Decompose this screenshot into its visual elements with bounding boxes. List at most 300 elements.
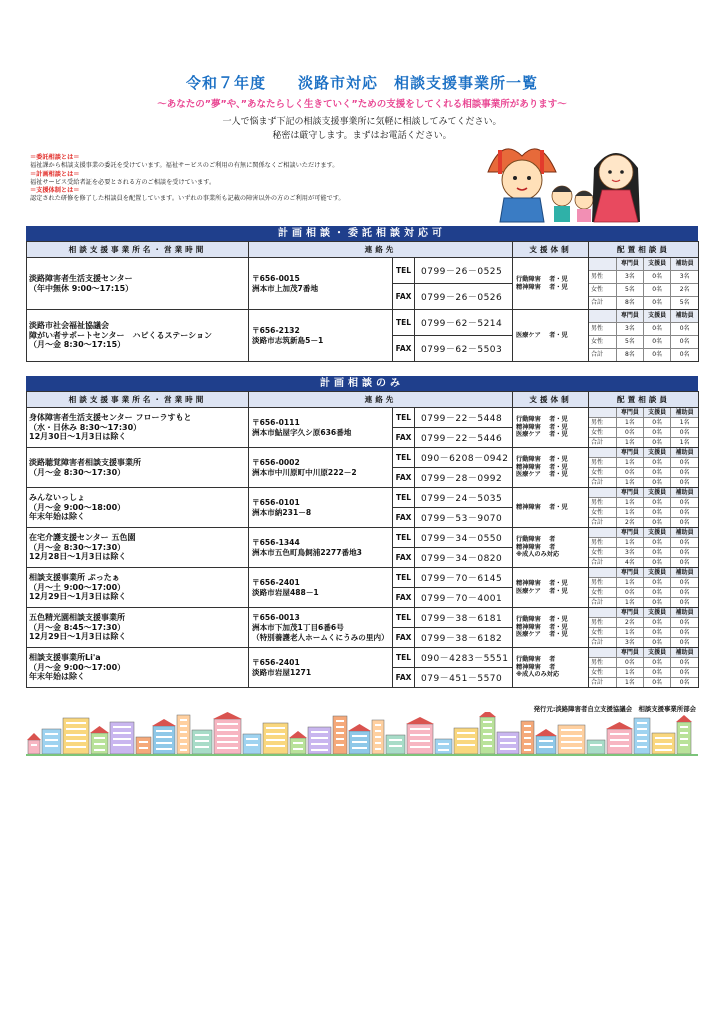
window-icon (156, 742, 172, 744)
staff-table (589, 258, 698, 309)
definition-text: 福祉課から相談支援事業の委託を受けています。福祉サービスのご利用の有無に関係なくご相談いただけます。 (30, 162, 339, 170)
table-row (27, 488, 699, 508)
staff-count: 0名 (616, 428, 643, 438)
window-icon (139, 741, 148, 743)
address-line: 洲本市鮎屋字久シ原636番地 (252, 427, 352, 437)
window-icon (561, 729, 582, 731)
staff-col-senmon: 専門員 (616, 310, 643, 323)
postal-code: 〒656-0013 (252, 612, 300, 622)
staff-row-total (589, 558, 698, 568)
staff-count: 0名 (644, 558, 671, 568)
staff-row-label: 男性 (589, 323, 616, 336)
building-icon (136, 737, 151, 754)
office-name-line: 12月28日～1月3日は除く (29, 552, 127, 562)
staff-count: 0名 (644, 478, 671, 488)
staff-row-label: 女性 (589, 548, 616, 558)
staff-count: 0名 (671, 468, 698, 478)
window-icon (500, 748, 516, 750)
window-icon (311, 731, 328, 733)
tel-label: TEL (393, 258, 415, 284)
staff-col-shien: 支援員 (644, 488, 671, 498)
window-icon (336, 744, 344, 746)
staff-count: 1名 (671, 438, 698, 448)
address-line: 洲本市納231－8 (252, 507, 312, 517)
building-icon (386, 735, 405, 754)
staff-cell (589, 448, 699, 488)
window-icon (195, 734, 209, 736)
tel-label: TEL (393, 488, 415, 508)
staff-corner (589, 568, 616, 578)
staff-table (589, 608, 698, 647)
tel-number: 0799－38－6181 (415, 608, 513, 628)
window-icon (524, 725, 531, 727)
staff-count: 0名 (671, 508, 698, 518)
staff-count: 3名 (616, 638, 643, 648)
column-contact: 連絡先 (249, 392, 513, 408)
staff-header-row (589, 408, 698, 418)
office-address (249, 310, 393, 362)
address-line: （特別養護老人ホームくにうみの里内） (252, 632, 389, 642)
column-system: 支援体制 (513, 242, 589, 258)
staff-count: 4名 (616, 558, 643, 568)
postal-code: 〒656-2401 (252, 657, 300, 667)
staff-header-row (589, 310, 698, 323)
staff-col-shien: 支援員 (644, 448, 671, 458)
window-icon (375, 724, 381, 726)
office-name (27, 648, 249, 688)
staff-count: 0名 (671, 588, 698, 598)
support-system-line: 精神障害 者 (516, 543, 556, 551)
window-icon (217, 729, 238, 731)
staff-count: 0名 (644, 418, 671, 428)
postal-code: 〒656-0002 (252, 457, 300, 467)
staff-row-label: 合計 (591, 351, 604, 358)
office-address (249, 488, 393, 528)
staff-count: 0名 (644, 336, 671, 349)
staff-col-senmon: 専門員 (616, 568, 643, 578)
column-staff: 配置相談員 (589, 392, 699, 408)
support-system-line: 精神障害 者・児 (516, 283, 568, 291)
staff-row-male (589, 618, 698, 628)
office-name (27, 310, 249, 362)
office-name-line: （月～金 9:00～18:00） (29, 502, 126, 512)
tel-label: TEL (393, 408, 415, 428)
staff-count: 0名 (644, 468, 671, 478)
window-icon (637, 746, 647, 748)
staff-count: 0名 (671, 598, 698, 608)
window-icon (375, 736, 381, 738)
publisher-note: 発行元:淡路障害者自立支援協議会 相談支援事業所部会 (533, 705, 696, 713)
staff-row-label: 男性 (589, 271, 616, 284)
definition-text: 福祉サービス受給者証を必要とされる方のご相談を受けています。 (30, 178, 216, 186)
support-system-line: 行動障害 者・児 (516, 616, 568, 624)
section-title: 計画相談・委託相談対応可 (26, 226, 698, 241)
fax-number: 0799－62－5503 (415, 336, 513, 362)
address-line: 淡路市志筑新島5－1 (252, 335, 324, 345)
window-icon (66, 746, 86, 748)
fax-label: FAX (393, 508, 415, 528)
window-icon (246, 738, 258, 740)
staff-col-senmon: 専門員 (616, 258, 643, 271)
staff-count: 0名 (644, 297, 671, 310)
staff-cell (589, 608, 699, 648)
window-icon (66, 734, 86, 736)
staff-count: 0名 (671, 478, 698, 488)
staff-col-hojo: 補助員 (671, 258, 698, 271)
office-name-line: 年末年始は除く (29, 672, 85, 682)
staff-count: 0名 (644, 548, 671, 558)
staff-row-male (589, 658, 698, 668)
support-system-line: 精神障害 者・児 (516, 503, 568, 511)
staff-count: 0名 (644, 323, 671, 336)
staff-count: 0名 (644, 598, 671, 608)
tel-label: TEL (393, 648, 415, 668)
office-name-line: （月～金 8:30～17:15） (29, 340, 126, 350)
staff-count: 0名 (671, 323, 698, 336)
staff-col-hojo: 補助員 (671, 448, 698, 458)
staff-header-row (589, 448, 698, 458)
window-icon (180, 737, 187, 739)
staff-count: 1名 (616, 458, 643, 468)
support-system-line: 精神障害 者・児 (516, 623, 568, 631)
staff-row-male (589, 578, 698, 588)
address-line: 淡路市岩屋488－1 (252, 587, 319, 597)
window-icon (180, 749, 187, 751)
window-icon (637, 740, 647, 742)
child-mascot-icon (552, 186, 593, 222)
staff-count: 0名 (671, 578, 698, 588)
building-icon (587, 740, 605, 754)
staff-count: 0名 (616, 468, 643, 478)
window-icon (66, 740, 86, 742)
staff-row-male (589, 323, 698, 336)
postal-code: 〒656-0101 (252, 497, 300, 507)
support-system-line: 行動障害 者 (516, 656, 556, 664)
staff-col-shien: 支援員 (644, 528, 671, 538)
support-system-line: ※成人のみ対応 (516, 671, 560, 679)
tel-number: 090－6208－0942 (415, 448, 513, 468)
window-icon (524, 737, 531, 739)
window-icon (539, 746, 553, 748)
staff-count: 1名 (616, 418, 643, 428)
staff-count: 1名 (616, 438, 643, 448)
window-icon (45, 745, 58, 747)
postal-code: 〒656-2401 (252, 577, 300, 587)
staff-count: 0名 (671, 518, 698, 528)
window-icon (655, 749, 672, 751)
staff-corner (589, 608, 616, 618)
office-name-line: 五色精光園相談支援事業所 (29, 613, 125, 623)
support-system-line: ※成人のみ対応 (516, 551, 560, 559)
staff-count: 0名 (644, 588, 671, 598)
column-system: 支援体制 (513, 392, 589, 408)
window-icon (195, 746, 209, 748)
roof-icon (90, 726, 109, 733)
office-name-line: 12月29日～1月3日は除く (29, 632, 127, 642)
section-title: 計画相談のみ (26, 376, 698, 391)
window-icon (246, 744, 258, 746)
staff-row-label: 男性 (589, 418, 616, 428)
roof-icon (535, 729, 557, 736)
fax-number: 0799－34－0820 (415, 548, 513, 568)
tel-label: TEL (393, 310, 415, 336)
staff-col-senmon: 専門員 (616, 528, 643, 538)
office-name-line: みんないっしょ (29, 493, 85, 503)
staff-count: 2名 (671, 284, 698, 297)
window-icon (457, 732, 475, 734)
office-name-line: （月～金 8:30～17:30） (29, 542, 126, 552)
staff-row-label: 女性 (589, 588, 616, 598)
staff-count: 1名 (616, 598, 643, 608)
window-icon (590, 744, 602, 746)
staff-table (589, 448, 698, 487)
staff-count: 3名 (616, 548, 643, 558)
staff-count: 0名 (616, 658, 643, 668)
window-icon (637, 728, 647, 730)
staff-count: 1名 (616, 678, 643, 688)
roof-icon (676, 715, 692, 722)
staff-count: 2名 (616, 518, 643, 528)
office-name-line: （月～金 9:00～17:00） (29, 662, 126, 672)
staff-row-label: 合計 (591, 299, 604, 306)
fax-number: 0799－28－0992 (415, 468, 513, 488)
fax-number: 0799－26－0526 (415, 284, 513, 310)
support-system (513, 528, 589, 568)
window-icon (524, 749, 531, 751)
table-row (27, 310, 699, 336)
office-name-line: （月～金 8:45～17:30） (29, 622, 126, 632)
window-icon (336, 726, 344, 728)
postal-code: 〒656-0111 (252, 417, 300, 427)
window-icon (180, 731, 187, 733)
staff-count: 1名 (616, 668, 643, 678)
staff-row-total (589, 349, 698, 362)
staff-col-hojo: 補助員 (671, 528, 698, 538)
staff-count: 1名 (616, 578, 643, 588)
postal-code: 〒656-0015 (252, 273, 300, 283)
tel-label: TEL (393, 608, 415, 628)
window-icon (483, 745, 492, 747)
table-row (27, 648, 699, 668)
window-icon (680, 744, 688, 746)
window-icon (483, 721, 492, 723)
window-icon (293, 748, 303, 750)
staff-col-shien: 支援員 (644, 408, 671, 418)
window-icon (217, 723, 238, 725)
tel-number: 0799－62－5214 (415, 310, 513, 336)
window-icon (524, 731, 531, 733)
building-icon (290, 738, 306, 754)
office-name-line: 相談支援事業所Li'a (29, 653, 101, 663)
fax-label: FAX (393, 284, 415, 310)
staff-count: 0名 (671, 638, 698, 648)
office-name-line: （水・日休み 8:30～17:30） (29, 422, 142, 432)
roof-icon (27, 733, 41, 740)
staff-corner (589, 310, 616, 323)
staff-table (589, 648, 698, 687)
staff-row-label: 女性 (589, 336, 616, 349)
staff-table (589, 310, 698, 361)
office-name-line: （年中無休 9:00～17:15） (29, 283, 134, 293)
window-icon (655, 743, 672, 745)
window-icon (266, 733, 285, 735)
office-name (27, 448, 249, 488)
window-icon (311, 737, 328, 739)
window-icon (352, 747, 367, 749)
staff-count: 0名 (616, 588, 643, 598)
townscape-illustration (26, 712, 698, 756)
office-address (249, 608, 393, 648)
staff-table (589, 528, 698, 567)
staff-count: 0名 (671, 538, 698, 548)
support-system-line: 行動障害 者・児 (516, 456, 568, 464)
staff-row-label: 女性 (589, 668, 616, 678)
column-staff: 配置相談員 (589, 242, 699, 258)
office-name-line: 12月29日～1月3日は除く (29, 592, 127, 602)
office-name-line: 相談支援事業所 ぷったぁ (29, 573, 120, 583)
staff-count: 0名 (644, 668, 671, 678)
window-icon (438, 743, 449, 745)
support-system-line: 精神障害 者・児 (516, 463, 568, 471)
window-icon (156, 748, 172, 750)
office-name (27, 258, 249, 310)
window-icon (637, 734, 647, 736)
table-row (27, 528, 699, 548)
staff-row-label: 男性 (589, 538, 616, 548)
window-icon (94, 749, 105, 751)
staff-row-label: 女性 (589, 428, 616, 438)
roof-icon (289, 731, 307, 738)
window-icon (66, 728, 86, 730)
staff-row-total (589, 678, 698, 688)
address-line: 洲本市上加茂7番地 (252, 283, 319, 293)
staff-corner (589, 448, 616, 458)
staff-count: 0名 (671, 336, 698, 349)
fax-label: FAX (393, 548, 415, 568)
office-address (249, 648, 393, 688)
window-icon (113, 726, 131, 728)
staff-count: 0名 (671, 498, 698, 508)
staff-count: 5名 (671, 297, 698, 310)
staff-row-male (589, 458, 698, 468)
staff-count: 0名 (671, 628, 698, 638)
staff-table (589, 488, 698, 527)
staff-count: 1名 (616, 508, 643, 518)
staff-row-label: 合計 (591, 519, 604, 526)
window-icon (457, 738, 475, 740)
staff-col-shien: 支援員 (644, 310, 671, 323)
staff-count: 0名 (644, 678, 671, 688)
window-icon (180, 725, 187, 727)
fax-number: 0799－22－5446 (415, 428, 513, 448)
staff-col-senmon: 専門員 (616, 608, 643, 618)
window-icon (266, 745, 285, 747)
staff-count: 3名 (616, 323, 643, 336)
window-icon (266, 739, 285, 741)
building-icon (607, 729, 632, 754)
office-address (249, 408, 393, 448)
staff-table (589, 408, 698, 447)
staff-row-label: 合計 (591, 559, 604, 566)
staff-row-label: 合計 (591, 679, 604, 686)
staff-row-total (589, 297, 698, 310)
staff-row-label: 男性 (589, 578, 616, 588)
office-name-line: 淡路障害者生活支援センター (29, 274, 133, 283)
staff-count: 0名 (644, 284, 671, 297)
window-icon (94, 743, 105, 745)
staff-count: 2名 (616, 618, 643, 628)
office-address (249, 568, 393, 608)
window-icon (156, 730, 172, 732)
window-icon (389, 739, 402, 741)
staff-header-row (589, 648, 698, 658)
fax-label: FAX (393, 628, 415, 648)
table-row (27, 568, 699, 588)
window-icon (680, 732, 688, 734)
window-icon (336, 720, 344, 722)
staff-count: 0名 (644, 518, 671, 528)
window-icon (524, 743, 531, 745)
window-icon (180, 719, 187, 721)
support-system-line: 精神障害 者・児 (516, 423, 568, 431)
support-system (513, 488, 589, 528)
window-icon (139, 747, 148, 749)
window-icon (680, 726, 688, 728)
staff-count: 3名 (671, 271, 698, 284)
staff-count: 0名 (671, 558, 698, 568)
staff-header-row (589, 568, 698, 578)
staff-corner (589, 408, 616, 418)
window-icon (389, 745, 402, 747)
address-line: 淡路市岩屋1271 (252, 667, 312, 677)
column-name: 相談支援事業所名・営業時間 (27, 242, 249, 258)
staff-count: 0名 (644, 271, 671, 284)
tel-number: 0799－22－5448 (415, 408, 513, 428)
staff-row-label: 女性 (589, 284, 616, 297)
window-icon (375, 748, 381, 750)
staff-count: 0名 (671, 428, 698, 438)
definition-term: ＝計画相談とは＝ (30, 170, 80, 178)
window-icon (195, 740, 209, 742)
office-name (27, 408, 249, 448)
staff-count: 0名 (644, 349, 671, 362)
office-name-line: 身体障害者生活支援センター フローラすもと (29, 413, 192, 423)
window-icon (266, 727, 285, 729)
window-icon (561, 741, 582, 743)
tel-label: TEL (393, 568, 415, 588)
staff-count: 0名 (644, 658, 671, 668)
window-icon (352, 735, 367, 737)
window-icon (113, 744, 131, 746)
window-icon (500, 736, 516, 738)
staff-count: 1名 (616, 478, 643, 488)
window-icon (438, 749, 449, 751)
fax-number: 0799－53－9070 (415, 508, 513, 528)
staff-cell (589, 528, 699, 568)
fax-number: 079－451－5570 (415, 668, 513, 688)
staff-row-label: 男性 (589, 658, 616, 668)
staff-count: 0名 (644, 458, 671, 468)
staff-col-hojo: 補助員 (671, 310, 698, 323)
definition-term: ＝委託相談とは＝ (30, 154, 80, 161)
staff-count: 1名 (671, 418, 698, 428)
support-system-line: 行動障害 者・児 (516, 276, 568, 283)
window-icon (410, 734, 430, 736)
staff-cell (589, 648, 699, 688)
staff-count: 0名 (644, 498, 671, 508)
window-icon (217, 735, 238, 737)
page-title: 令和７年度 淡路市対応 相談支援事業所一覧 (185, 74, 538, 92)
